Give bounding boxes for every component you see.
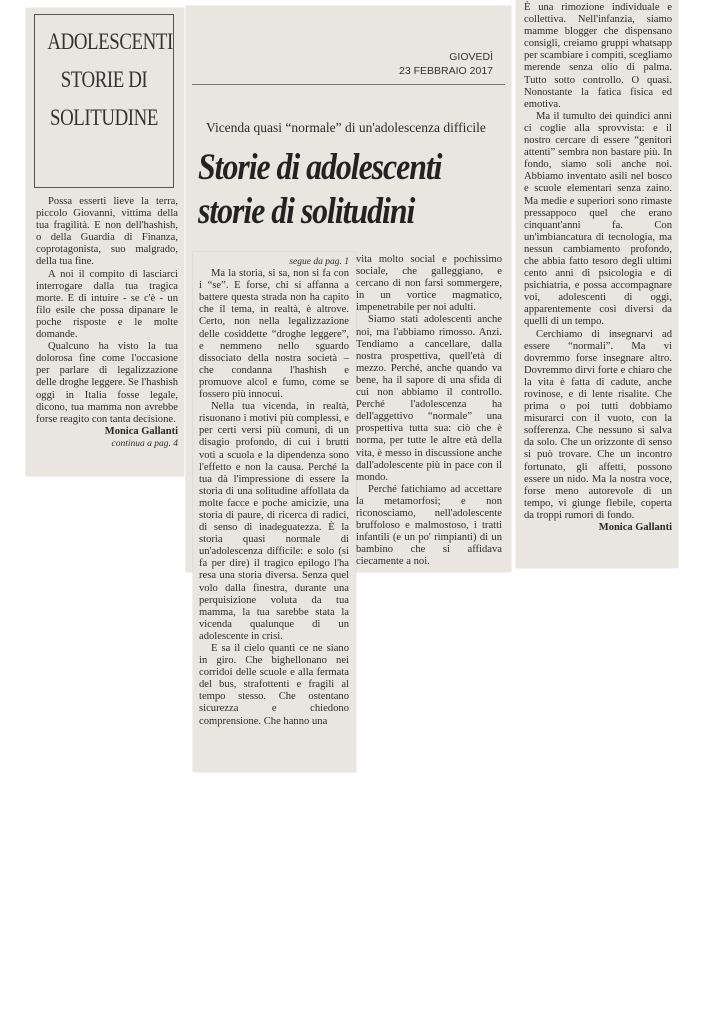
dateline xyxy=(399,50,493,78)
date-full: 23 FEBBRAIO 2017 xyxy=(399,65,493,77)
paragraph: Possa esserti lieve la terra, piccolo Giovanni, vittima della tua fragilità. E non dell'hashish, o della Guardia di Finanza, coprotagonista, suo malgrado, della tua fine. xyxy=(36,196,178,268)
top-rule xyxy=(192,84,505,85)
continued-note: continua a pag. 4 xyxy=(111,438,178,449)
paragraph: A noi il compito di lasciarci interrogare dalla tua tragica morte. E di intuire - se c'è - un filo esile che possa dipanare le poche risposte e le molte domande. xyxy=(36,268,178,341)
headline xyxy=(198,146,441,234)
paragraph: Ma il tumulto dei quindici anni ci coglie alla sprovvista: e il nostro cercare di essere “genitori attenti” sembra non bastare più. In fondo, siamo soli anche noi. Abbiamo inventato asili nel bosco e scuole elementari senza zaino. Ma medie e superiori sono rimaste pressappoco quel che erano cinquant'anni fa. Con un'imbiancatura di tecnologia, ma nessun cambiamento profondo, che abbia fatto tesoro degli ultimi cento anni di psicologia e di psichiatria, e possa accompagnare voi, adolescenti di oggi, apparentemente così diversi da quelli di un tempo. xyxy=(524,110,672,328)
header-line-2: STORIE DI xyxy=(60,67,148,92)
paragraph: È una rimozione individuale e collettiva. Nell'infanzia, siamo mamme blogger che dispensano consigli, creiamo gruppi whatsapp per scambiare i compiti, scegliamo merende senza olio di palma. Tutto sotto controllo. O quasi. Nonostante la fatica fisica ed emotiva. xyxy=(524,2,672,110)
paragraph: E sa il cielo quanti ce ne siano in giro. Che bighellonano nei corridoi delle scuole e alla fermata del bus, strafottenti e fragili al tempo stesso. Che ostentano sicurezza e chiedono comprensione. Che hanno una xyxy=(199,643,349,727)
paragraph: Cerchiamo di insegnarvi ad essere “normali”. Ma vi dovremmo forse insegnare altro. Dovremmo dirvi forte e chiaro che la vita è fatta di cadute, anche rovinose, e di lente risalite. Che prima o poi tutti dobbiamo misurarci con il vuoto, con la sofferenza. Che nessuno si salva da solo. Che un orizzonte di senso si può trovare. Che un incontro fortunato, gli affetti, possono essere un nido. Ma la nostra voce, forse meno autorevole di un tempo, vi giunge flebile, coperta da troppi rumori di fondo. xyxy=(524,328,672,521)
paragraph: Perché fatichiamo ad accettare la metamorfosi; e non riconosciamo, nell'adolescente bruffoloso e malmostoso, i tratti infantili (e un po' rimpianti) di un bambino che si affidava ciecamente a noi. xyxy=(356,483,502,568)
left-clipping xyxy=(26,8,184,476)
paragraph: vita molto social e pochissimo sociale, che galleggiano, e cercano di non farsi sommergere, in un vortice magmatico, impenetrabile per noi adulti. xyxy=(356,254,502,314)
main-clipping-column xyxy=(193,252,356,772)
signature: Monica Gallanti xyxy=(598,522,672,534)
headline-line-1: Storie di adolescenti xyxy=(198,147,442,188)
paragraph: Qualcuno ha visto la tua dolorosa fine come l'occasione per parlare di legalizzazione delle droghe leggere. Se l'hashish oggi in Italia fosse legale, dicono, tua mamma non avrebbe forse reagito con tanta decisione. xyxy=(36,341,178,425)
headline-line-2: storie di solitudini xyxy=(198,191,415,232)
subheadline: Vicenda quasi “normale” di un'adolescenza difficile xyxy=(206,120,486,135)
column-header-box xyxy=(34,14,174,188)
signature: Monica Gallanti xyxy=(104,425,178,437)
left-column-text xyxy=(36,196,178,450)
date-day: GIOVEDÌ xyxy=(449,51,493,63)
paragraph: Ma la storia, si sa, non si fa con i “se”. E forse, chi si affanna a battere questa strada non ha capito che il tema, in realtà, è altrove. Certo, non nella legalizzazione delle cosiddette “droghe leggere”, e nemmeno nello sguardo dissociato della nostra società – che condanna l'hashish e promuove alcol e fumo, come se fossero più innocui. xyxy=(199,268,349,401)
segue-note: segue da pag. 1 xyxy=(289,257,349,267)
right-column-text xyxy=(524,2,672,534)
paragraph: Nella tua vicenda, in realtà, risuonano i motivi più complessi, e per certi versi più comuni, di un disagio profondo, di cui i brutti voti a scuola e la dipendenza sono l'effetto e non la causa. Perché la tua dà l'impressione di essere la storia di una solitudine affollata da molte facce e poche amicizie, una storia di paure, di ricerca di radici, di senso di inadeguatezza. È la storia quasi normale di un'adolescenza difficile: e solo (si fa per dire) il tragico epilogo l'ha resa una storia diversa. Senza quel volo dalla finestra, durante una perquisizione voluta da tua mamma, la tua sarebbe stata la vicenda qualunque di un adolescente in crisi. xyxy=(199,401,349,642)
main-column-1 xyxy=(199,256,349,728)
main-column-2 xyxy=(356,254,502,568)
header-line-3: SOLITUDINE xyxy=(49,105,158,130)
header-line-1: ADOLESCENTI xyxy=(47,29,173,54)
paragraph: Siamo stati adolescenti anche noi, ma l'abbiamo rimosso. Anzi. Tendiamo a cancellare, dalla nostra prospettiva, quell'età di mezzo. Perché, anche quando va bene, ha il sapore di una sfida di cui non abbiamo il controllo. Perché l'adolescenza ha dell'aggettivo “normale” una prospettiva tutta sua: ciò che è norma, per tutte le altre età della vita, è messo in discussione anche dall'adolescente più in pace con il mondo. xyxy=(356,314,502,483)
right-clipping xyxy=(516,0,678,568)
